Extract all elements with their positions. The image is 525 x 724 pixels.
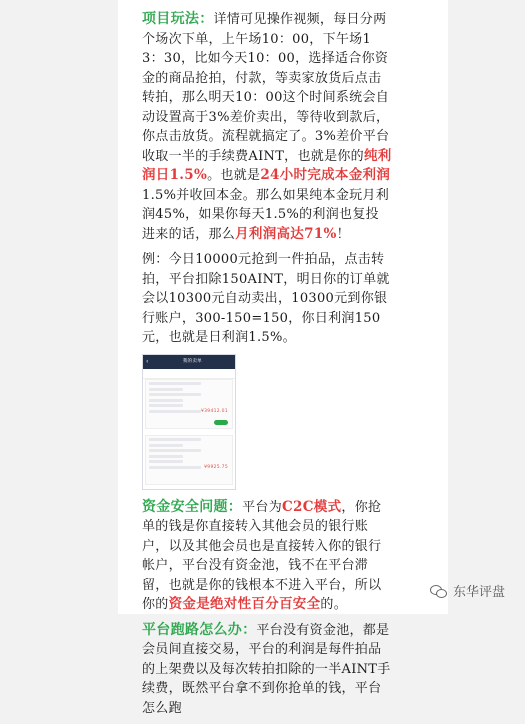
back-arrow-icon: ‹ bbox=[146, 357, 149, 365]
wechat-icon bbox=[430, 584, 448, 598]
order-price: ¥9925.75 bbox=[204, 464, 228, 470]
paragraph-text: ，你抢单的钱是你直接转入其他会员的银行账户，以及其他会员也是直接转入你的银行帐户，平台没有资金池，钱不在平台滞留，也就是你的钱根本不进入平台，所以你的 bbox=[142, 499, 382, 612]
highlight-text: C2C模式 bbox=[282, 498, 342, 515]
section-heading: 资金安全问题： bbox=[142, 498, 243, 515]
order-price: ¥39412.01 bbox=[200, 408, 228, 414]
brand-name: 东华评盘 bbox=[453, 585, 506, 600]
order-button bbox=[214, 420, 228, 425]
section-heading: 平台跑路怎么办： bbox=[142, 621, 257, 638]
section-heading: 项目玩法： bbox=[142, 11, 214, 27]
section-gameplay bbox=[142, 10, 392, 244]
screenshot-title: 我的卖单 bbox=[182, 358, 202, 364]
paragraph-text: 的。 bbox=[320, 597, 348, 612]
paragraph-text: 1.5%并收回本金。那么如果纯本金玩月利润45%，如果你每天1.5%的利润也复投进来的话，那么 bbox=[142, 187, 390, 242]
paragraph-text: 平台没有资金池，都是会员间直接交易，平台的利润是每件拍品的上架费以及每次转拍扣除的一半AINT手续费，既然平台拿不到你抢单的钱，平台怎么跑 bbox=[142, 622, 391, 716]
paragraph-text: ！ bbox=[336, 226, 350, 242]
order-card bbox=[145, 379, 233, 429]
section-fund-safety bbox=[142, 498, 392, 615]
order-card bbox=[145, 435, 233, 485]
highlight-text: 资金是绝对性百分百安全 bbox=[168, 596, 321, 612]
highlight-text: 月利润高达71% bbox=[235, 225, 337, 242]
paragraph-text: 详情可见操作视频，每日分两个场次下单，上午场10：00，下午场13：30，比如今天10：00，选择适合你资金的商品抢拍，付款，等卖家放货后点击转拍，那么明天10：00这个时间系统会自动设置高于3%差价卖出，等待收到款后，你点击放货。流程就搞定了。3%差价平台收取一半的手续费AINT，也就是你的 bbox=[142, 12, 390, 164]
screenshot-topbar bbox=[143, 355, 235, 369]
section-platform-risk bbox=[142, 621, 392, 719]
paragraph-text: 平台为 bbox=[242, 499, 283, 515]
article-body bbox=[142, 10, 392, 724]
wechat-brand-watermark bbox=[430, 581, 505, 600]
highlight-text: 纯利润日1.5% bbox=[142, 147, 392, 183]
paragraph-text: 。也就是 bbox=[207, 168, 261, 183]
order-screenshot-image bbox=[142, 354, 236, 490]
example-paragraph: 例：今日10000元抢到一件拍品，点击转拍，平台扣除150AINT，明日你的订单就会以10300元自动卖出，10300元到你银行账户，300-150=150，你日利润150元，也就是日利润1.5%。 bbox=[142, 252, 390, 345]
highlight-text: 24小时完成本金利润 bbox=[260, 167, 391, 183]
